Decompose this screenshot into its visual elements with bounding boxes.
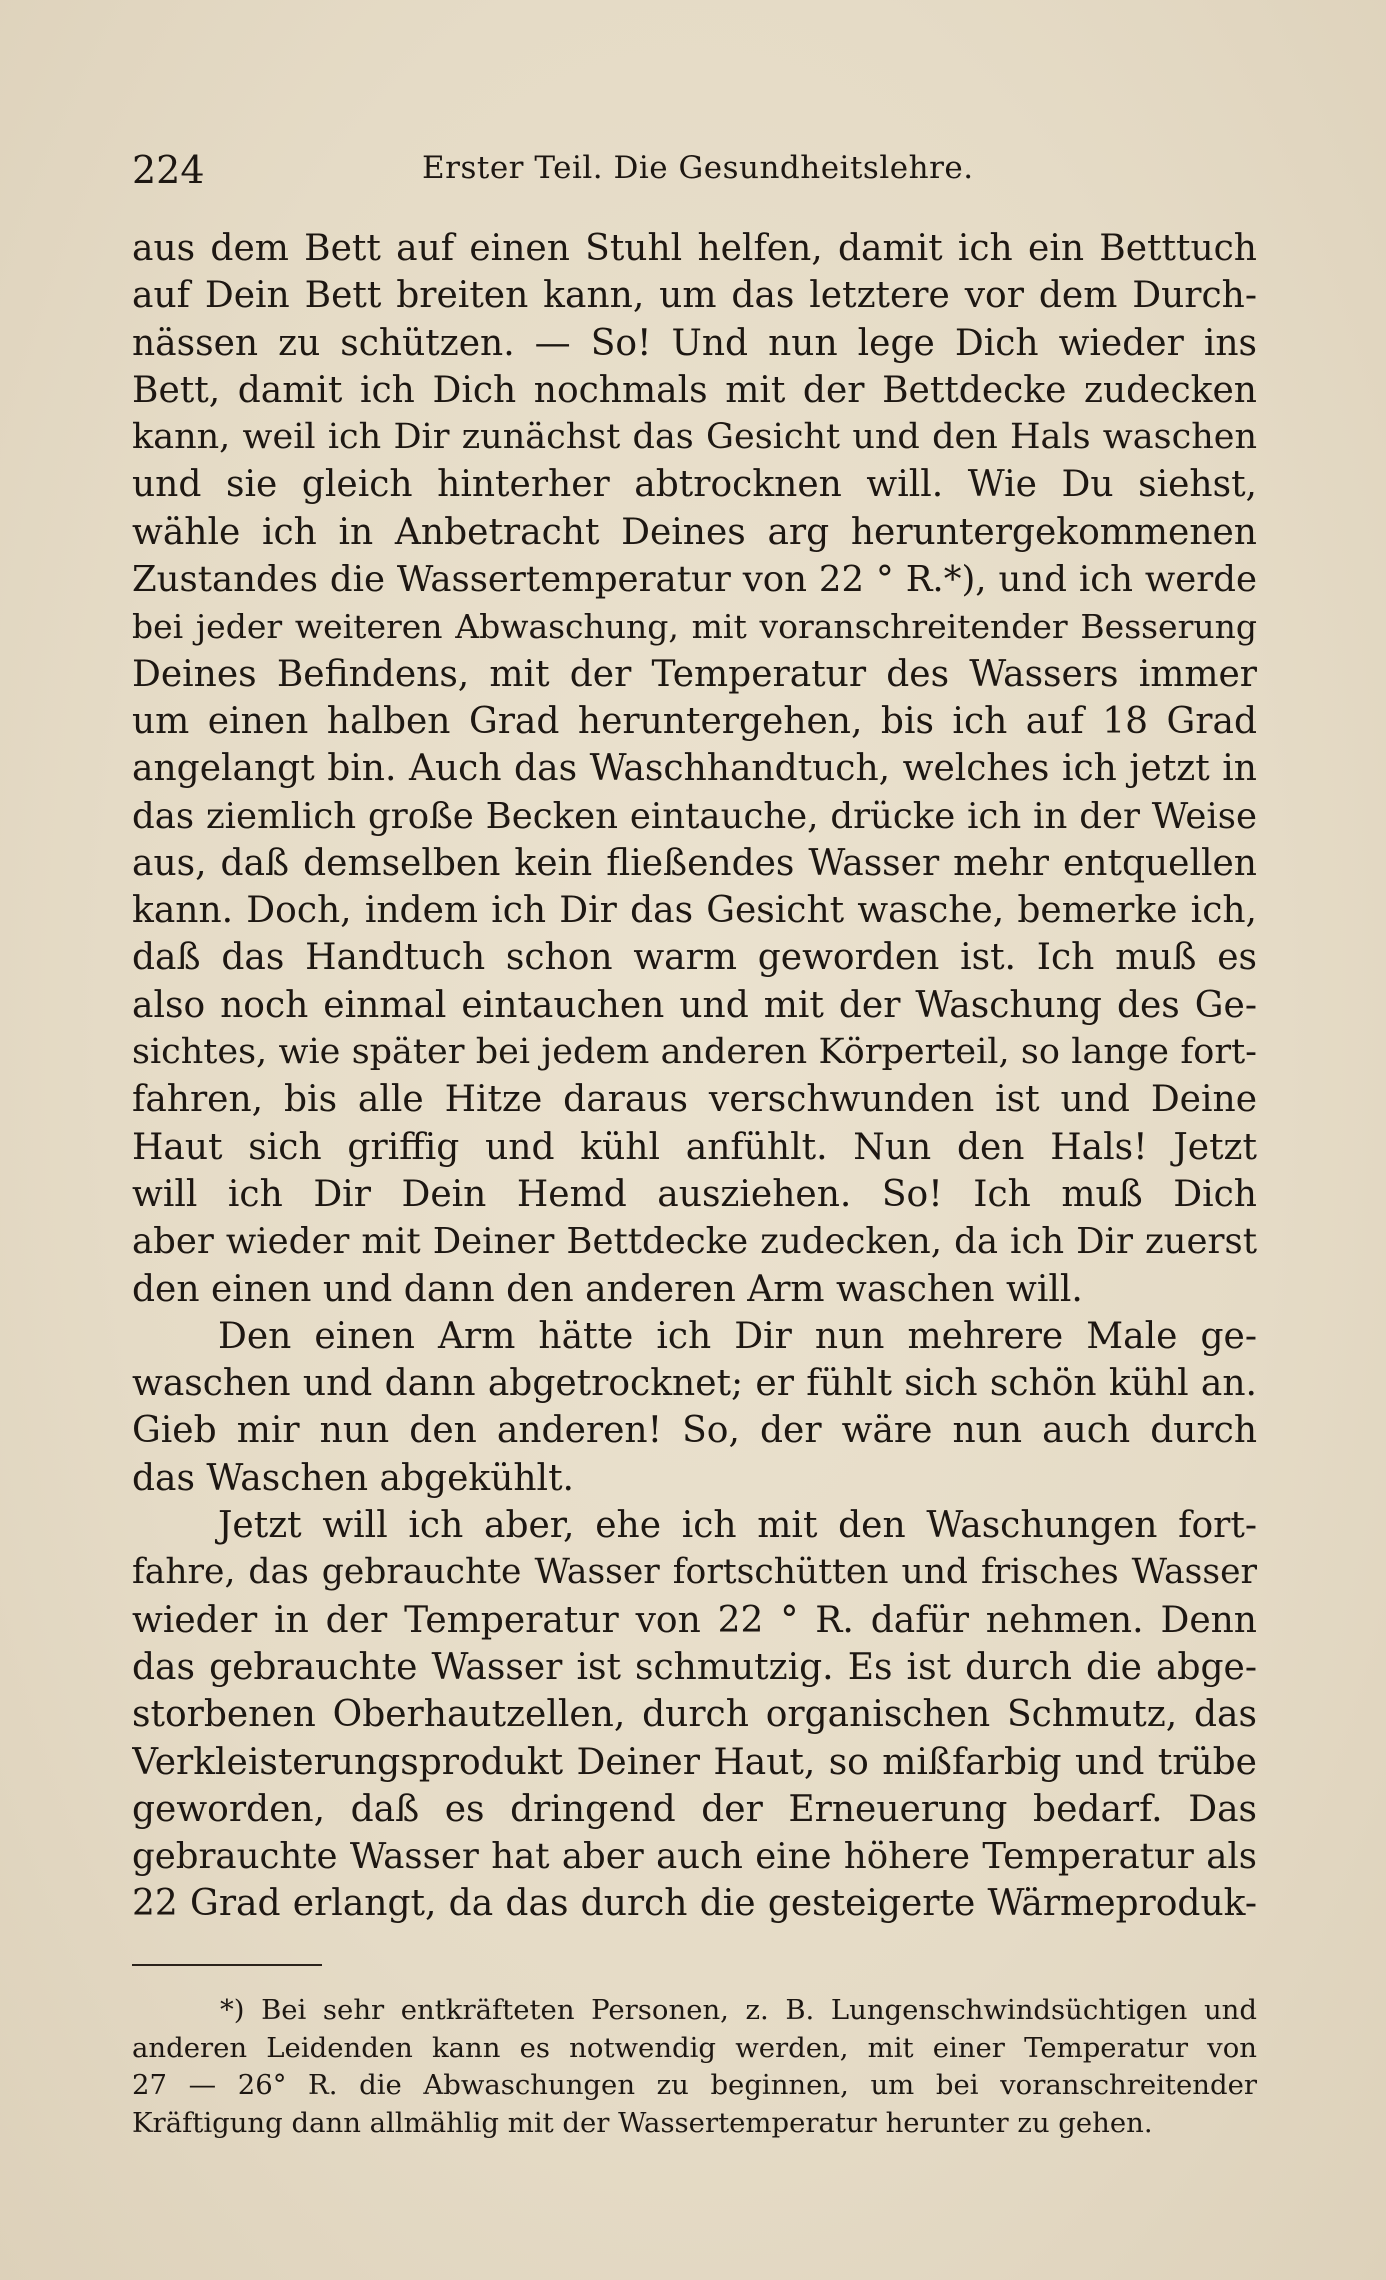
text-line: wähle ich in Anbetracht Deines arg heruntergekommenen	[132, 511, 1257, 553]
footnote-line: anderen Leidenden kann es notwendig werden, mit einer Temperatur von	[132, 2031, 1257, 2064]
footnote-divider	[132, 1964, 322, 1966]
text-line: fahren, bis alle Hitze daraus verschwunden ist und Deine	[132, 1079, 1257, 1121]
text-line: geworden, daß es dringend der Erneuerung bedarf. Das	[132, 1788, 1257, 1830]
text-line: daß das Handtuch schon warm geworden ist. Ich muß es	[132, 937, 1257, 979]
text-line: waschen und dann abgetrocknet; er fühlt sich schön kühl an.	[132, 1363, 1257, 1405]
footnote-line: *) Bei sehr entkräfteten Personen, z. B. Lungenschwindsüchtigen und	[220, 1994, 1257, 2026]
text-line: gebrauchte Wasser hat aber auch eine höhere Temperatur als	[132, 1836, 1257, 1878]
footnote-line: 27 — 26° R. die Abwaschungen zu beginnen, um bei voranschreitender	[132, 2069, 1257, 2101]
footnote-line: Kräftigung dann allmählig mit der Wassertemperatur herunter zu gehen.	[132, 2106, 1153, 2139]
text-line: und sie gleich hinterher abtrocknen will. Wie Du siehst,	[132, 464, 1257, 506]
text-line: Deines Befindens, mit der Temperatur des Wassers immer	[132, 653, 1257, 695]
text-line: aus dem Bett auf einen Stuhl helfen, damit ich ein Betttuch	[132, 228, 1257, 269]
text-line: das Waschen abgekühlt.	[132, 1457, 574, 1499]
text-line: auf Dein Bett breiten kann, um das letztere vor dem Durch-	[132, 275, 1257, 317]
text-line: das gebrauchte Wasser ist schmutzig. Es ist durch die abge-	[132, 1646, 1257, 1688]
text-line: Jetzt will ich aber, ehe ich mit den Waschungen fort-	[218, 1505, 1257, 1547]
text-line: storbenen Oberhautzellen, durch organischen Schmutz, das	[132, 1694, 1257, 1736]
page-number: 224	[132, 148, 205, 192]
text-line: fahre, das gebrauchte Wasser fortschütten und frisches Wasser	[132, 1552, 1257, 1593]
page-header	[132, 148, 1257, 198]
footnote	[132, 1992, 1257, 2142]
text-line: wieder in der Temperatur von 22 ° R. dafür nehmen. Denn	[132, 1599, 1257, 1641]
text-line: aber wieder mit Deiner Bettdecke zudecken, da ich Dir zuerst	[132, 1221, 1257, 1263]
text-line: Gieb mir nun den anderen! So, der wäre nun auch durch	[132, 1410, 1257, 1452]
text-line: angelangt bin. Auch das Waschhandtuch, welches ich jetzt in	[132, 748, 1257, 790]
text-line: den einen und dann den anderen Arm waschen will.	[132, 1268, 1083, 1310]
text-line: bei jeder weiteren Abwaschung, mit voranschreitender Besserung	[132, 607, 1257, 647]
body-text	[132, 225, 1257, 1928]
text-line: sichtes, wie später bei jedem anderen Körperteil, so lange fort-	[132, 1032, 1257, 1073]
text-line: Verkleisterungsprodukt Deiner Haut, so mißfarbig und trübe	[132, 1741, 1257, 1783]
text-line: das ziemlich große Becken eintauche, drücke ich in der Weise	[132, 795, 1257, 837]
text-line: will ich Dir Dein Hemd ausziehen. So! Ich muß Dich	[132, 1173, 1257, 1215]
text-line: aus, daß demselben kein fließendes Wasser mehr entquellen	[132, 842, 1257, 884]
text-line: kann. Doch, indem ich Dir das Gesicht wasche, bemerke ich,	[132, 890, 1257, 932]
text-line: Bett, damit ich Dich nochmals mit der Bettdecke zudecken	[132, 369, 1257, 411]
text-line: Haut sich griffig und kühl anfühlt. Nun den Hals! Jetzt	[132, 1126, 1257, 1168]
text-line: kann, weil ich Dir zunächst das Gesicht und den Hals waschen	[132, 417, 1257, 458]
text-line: Zustandes die Wassertemperatur von 22 ° R.*), und ich werde	[132, 559, 1257, 601]
text-line: nässen zu schützen. — So! Und nun lege Dich wieder ins	[132, 322, 1257, 364]
text-line: 22 Grad erlangt, da das durch die gesteigerte Wärmeproduk-	[132, 1883, 1257, 1925]
text-line: also noch einmal eintauchen und mit der Waschung des Ge-	[132, 984, 1257, 1026]
text-line: Den einen Arm hätte ich Dir nun mehrere Male ge-	[218, 1315, 1257, 1357]
text-line: um einen halben Grad heruntergehen, bis ich auf 18 Grad	[132, 700, 1257, 742]
running-head: Erster Teil. Die Gesundheitslehre.	[422, 150, 974, 186]
